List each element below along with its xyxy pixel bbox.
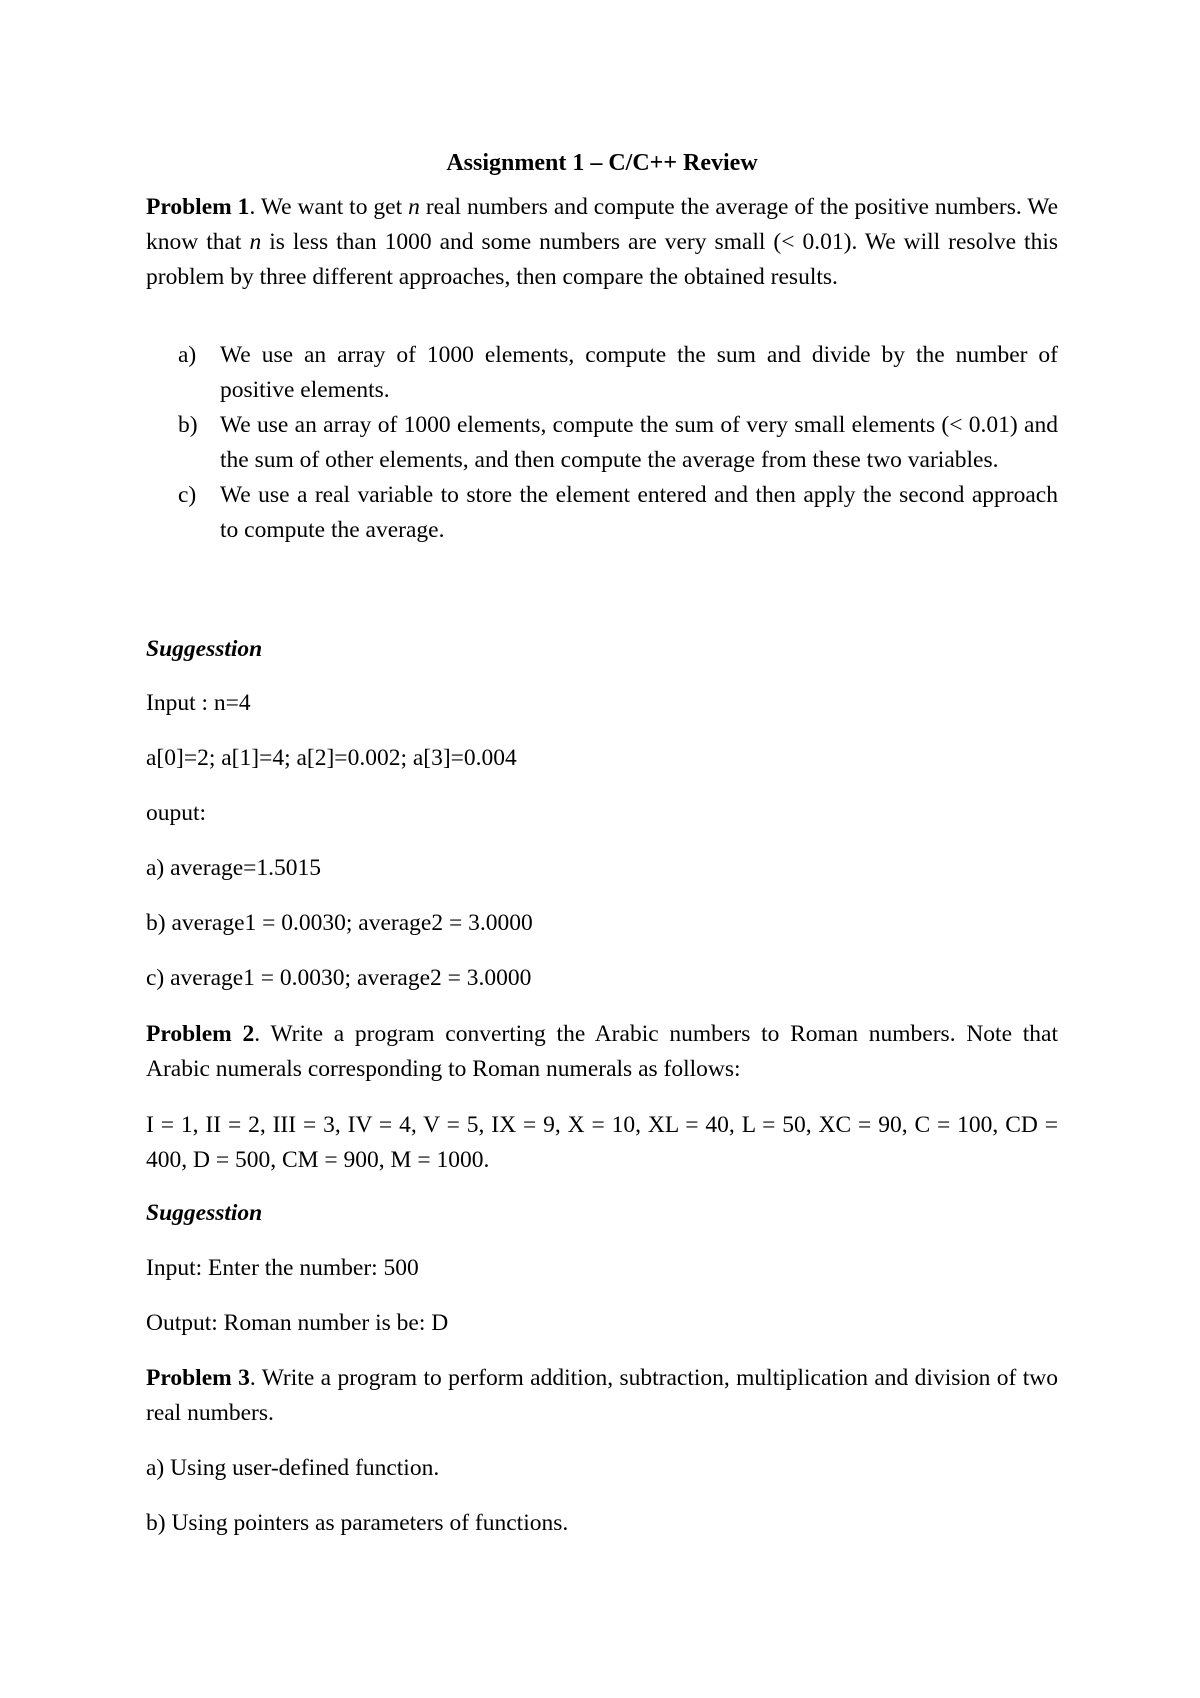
list-item [178, 408, 1058, 478]
list-item-text: We use a real variable to store the element entered and then apply the second approach to compute the average. [220, 482, 1058, 543]
list-marker: a) [178, 342, 197, 368]
suggestion-line: Input : n=4 [146, 690, 251, 716]
variable-n: n [249, 229, 262, 255]
problem-2-text: . Write a program converting the Arabic numbers to Roman numbers. Note that Arabic numerals corresponding to Roman numerals as follows: [146, 1021, 1058, 1082]
list-marker: b) [178, 412, 198, 438]
list-item [178, 478, 1058, 548]
list-marker: c) [178, 482, 197, 508]
suggestion-line: Output: Roman number is be: D [146, 1310, 449, 1336]
suggestion-line: a[0]=2; a[1]=4; a[2]=0.002; a[3]=0.004 [146, 745, 517, 771]
problem-3-item: a) Using user-defined function. [146, 1455, 440, 1481]
problem-1-approaches-list [178, 338, 1058, 548]
problem-3-paragraph [146, 1361, 1058, 1431]
problem-2-label: Problem 2 [146, 1021, 255, 1047]
list-item-text: We use an array of 1000 elements, compute the sum and divide by the number of positive elements. [220, 342, 1058, 403]
suggestion-line: Input: Enter the number: 500 [146, 1255, 419, 1281]
problem-2-paragraph [146, 1017, 1058, 1087]
page-title: Assignment 1 – C/C++ Review [446, 150, 758, 176]
list-item-text: We use an array of 1000 elements, compute the sum of very small elements (< 0.01) and the sum of other elements, and then compute the average from these two variables. [220, 412, 1058, 473]
suggestion-heading: Suggesstion [146, 636, 263, 662]
problem-1-label: Problem 1 [146, 194, 250, 220]
variable-n: n [408, 194, 420, 220]
problem-1-text-part-3: is less than 1000 and some numbers are very small (< 0.01). We will resolve this problem by three different approaches, then compare the obtained results. [146, 229, 1058, 290]
list-item [178, 338, 1058, 408]
suggestion-heading: Suggesstion [146, 1200, 263, 1226]
suggestion-line: a) average=1.5015 [146, 855, 322, 881]
problem-1-paragraph [146, 190, 1058, 295]
problem-1-text-part-1: . We want to get [249, 194, 409, 220]
suggestion-line: b) average1 = 0.0030; average2 = 3.0000 [146, 910, 533, 936]
roman-numeral-mapping: I = 1, II = 2, III = 3, IV = 4, V = 5, IX = 9, X = 10, XL = 40, L = 50, XC = 90, C = 100, CD = 400, D = 500, CM = 900, M = 1000. [146, 1112, 1058, 1173]
problem-3-text: . Write a program to perform addition, subtraction, multiplication and division of two real numbers. [146, 1365, 1059, 1426]
problem-3-item: b) Using pointers as parameters of functions. [146, 1510, 569, 1536]
problem-1-text-part-2: real numbers and compute the average of the positive numbers. We know that [146, 194, 1059, 255]
problem-3-label: Problem 3 [146, 1365, 250, 1391]
suggestion-line: c) average1 = 0.0030; average2 = 3.0000 [146, 965, 532, 991]
suggestion-line: ouput: [146, 800, 207, 826]
